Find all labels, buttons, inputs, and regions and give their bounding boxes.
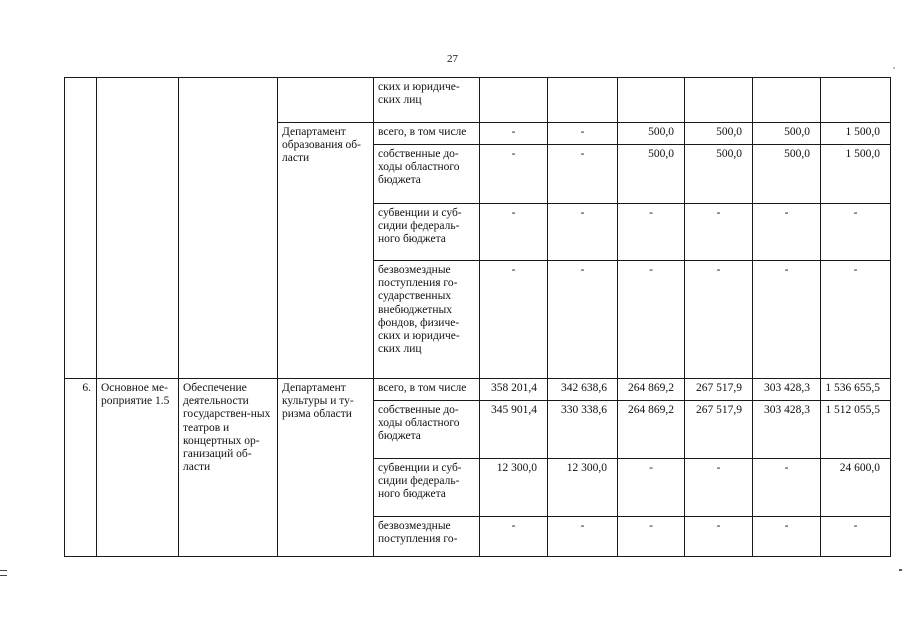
- value-cell: 500,0: [618, 123, 685, 145]
- value-cell: 500,0: [618, 145, 685, 204]
- value-cell: 303 428,3: [753, 379, 821, 401]
- value-cell: -: [685, 517, 753, 557]
- funding-source-cell: ских и юридиче-ских лиц: [374, 78, 480, 123]
- funding-source-cell: безвозмездные поступления го-сударственных внебюджетных фондов, физиче-ских и юридиче-ских лиц: [374, 261, 480, 379]
- value-cell: [618, 78, 685, 123]
- value-cell: -: [548, 145, 618, 204]
- value-cell: 342 638,6: [548, 379, 618, 401]
- value-cell: -: [548, 261, 618, 379]
- value-cell: 358 201,4: [480, 379, 548, 401]
- department-cell: Департамент образования об-ласти: [278, 123, 374, 379]
- total-cell: -: [821, 204, 891, 261]
- value-cell: -: [480, 261, 548, 379]
- value-cell: 500,0: [685, 123, 753, 145]
- value-cell: -: [753, 517, 821, 557]
- value-cell: -: [685, 204, 753, 261]
- value-cell: -: [753, 204, 821, 261]
- budget-table: [64, 77, 891, 557]
- value-cell: -: [618, 517, 685, 557]
- funding-source-cell: собственные до-ходы областного бюджета: [374, 401, 480, 459]
- total-cell: [821, 78, 891, 123]
- value-cell: -: [480, 517, 548, 557]
- description-cell: Обеспечение деятельности государствен-ных театров и концертных ор-ганизаций об-ласти: [179, 379, 278, 557]
- value-cell: 12 300,0: [548, 459, 618, 517]
- total-cell: 1 512 055,5: [821, 401, 891, 459]
- value-cell: -: [480, 204, 548, 261]
- index-cell: 6.: [65, 379, 97, 557]
- value-cell: [548, 78, 618, 123]
- value-cell: -: [753, 261, 821, 379]
- funding-source-cell: субвенции и суб-сидии федераль-ного бюджета: [374, 459, 480, 517]
- table-row: [65, 379, 891, 401]
- total-cell: -: [821, 261, 891, 379]
- value-cell: -: [548, 517, 618, 557]
- value-cell: -: [548, 204, 618, 261]
- total-cell: 24 600,0: [821, 459, 891, 517]
- value-cell: 264 869,2: [618, 401, 685, 459]
- value-cell: -: [618, 204, 685, 261]
- measure-cell: Основное ме-роприятие 1.5: [97, 379, 179, 557]
- department-cell: Департамент культуры и ту-ризма области: [278, 379, 374, 557]
- funding-source-cell: собственные до-ходы областного бюджета: [374, 145, 480, 204]
- value-cell: 264 869,2: [618, 379, 685, 401]
- value-cell: -: [618, 261, 685, 379]
- total-cell: 1 500,0: [821, 123, 891, 145]
- total-cell: 1 536 655,5: [821, 379, 891, 401]
- value-cell: 330 338,6: [548, 401, 618, 459]
- value-cell: -: [753, 459, 821, 517]
- value-cell: 345 901,4: [480, 401, 548, 459]
- value-cell: -: [480, 145, 548, 204]
- value-cell: 267 517,9: [685, 379, 753, 401]
- value-cell: -: [548, 123, 618, 145]
- funding-source-cell: безвозмездные поступления го-: [374, 517, 480, 557]
- table-row: [65, 78, 891, 123]
- measure-cell: [97, 78, 179, 379]
- value-cell: [753, 78, 821, 123]
- value-cell: -: [685, 261, 753, 379]
- value-cell: -: [685, 459, 753, 517]
- page-number: 27: [447, 53, 458, 65]
- value-cell: 12 300,0: [480, 459, 548, 517]
- scan-dot: [893, 67, 895, 69]
- description-cell: [179, 78, 278, 379]
- total-cell: -: [821, 517, 891, 557]
- total-cell: 1 500,0: [821, 145, 891, 204]
- value-cell: 267 517,9: [685, 401, 753, 459]
- index-cell: [65, 78, 97, 379]
- value-cell: 500,0: [753, 145, 821, 204]
- value-cell: 500,0: [753, 123, 821, 145]
- value-cell: -: [480, 123, 548, 145]
- value-cell: [480, 78, 548, 123]
- funding-source-cell: субвенции и суб-сидии федераль-ного бюджета: [374, 204, 480, 261]
- department-cell: [278, 78, 374, 123]
- funding-source-cell: всего, в том числе: [374, 123, 480, 145]
- value-cell: 303 428,3: [753, 401, 821, 459]
- value-cell: 500,0: [685, 145, 753, 204]
- scan-dot: [899, 569, 902, 571]
- edge-mark: [0, 570, 7, 576]
- value-cell: [685, 78, 753, 123]
- funding-source-cell: всего, в том числе: [374, 379, 480, 401]
- value-cell: -: [618, 459, 685, 517]
